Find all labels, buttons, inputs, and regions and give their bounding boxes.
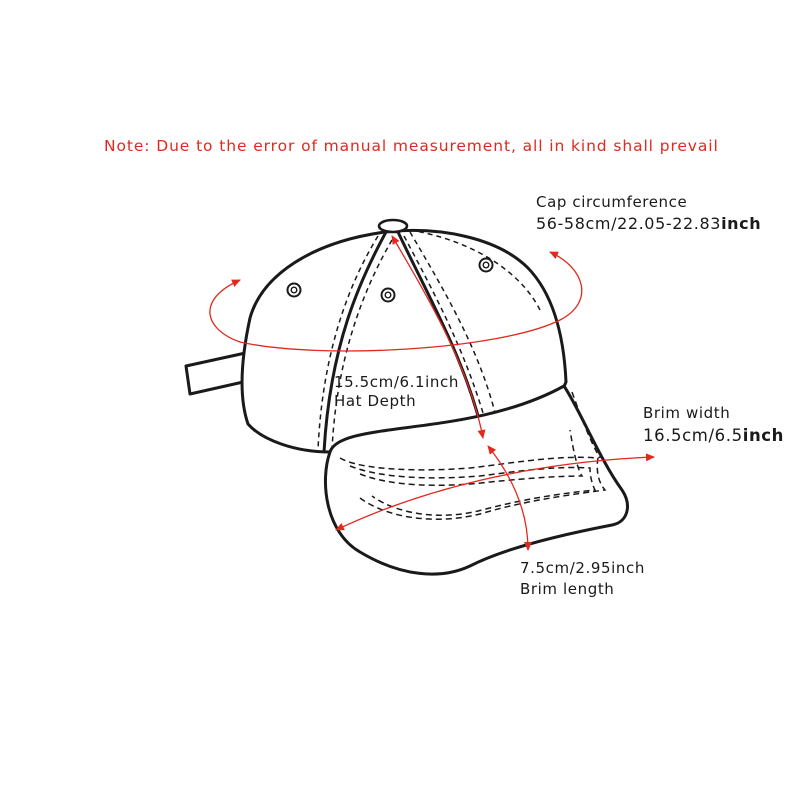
brim-width-label: Brim width: [643, 404, 731, 422]
measurement-note: Note: Due to the error of manual measurement, all in kind shall prevail: [104, 137, 719, 155]
top-button: [379, 220, 407, 232]
eyelet-icon: [480, 259, 493, 272]
circumference-value: 56-58cm/22.05-22.83inch: [536, 214, 762, 233]
brim-length-label: Brim length: [520, 580, 615, 598]
brim-width-value: 16.5cm/6.5inch: [643, 426, 785, 445]
hat-depth-label: Hat Depth: [334, 392, 417, 410]
eyelet-icon: [288, 284, 301, 297]
hat-depth-value: 15.5cm/6.1inch: [334, 373, 459, 391]
eyelet-icon: [382, 289, 395, 302]
brim-length-value: 7.5cm/2.95inch: [520, 559, 645, 577]
circumference-label: Cap circumference: [536, 193, 688, 211]
